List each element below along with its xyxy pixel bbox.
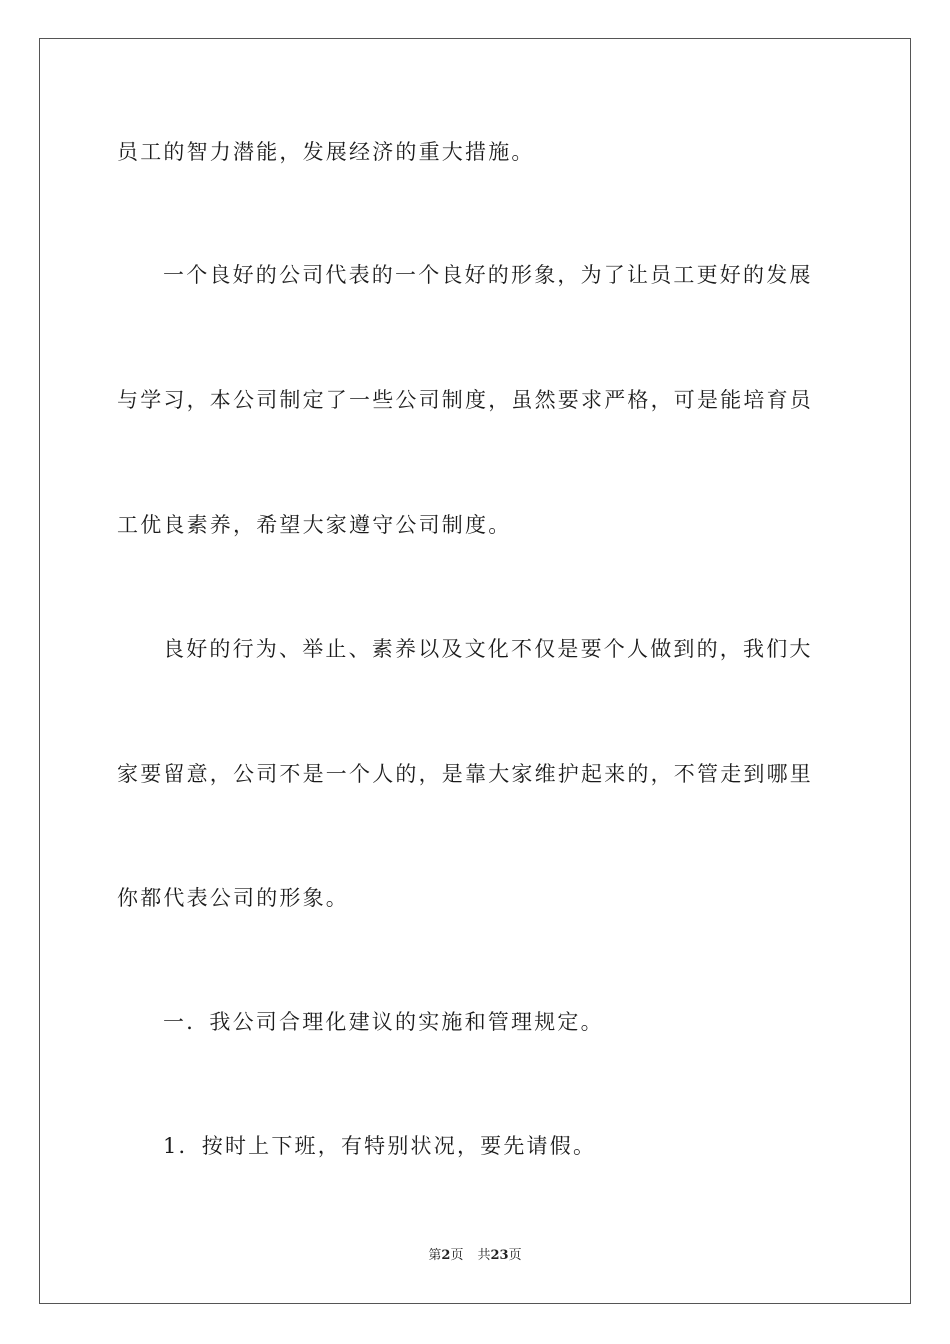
body-line-7: 你都代表公司的形象。: [117, 886, 349, 910]
page-footer: [0, 1247, 950, 1265]
body-line-1: 员工的智力潜能，发展经济的重大措施。: [117, 140, 535, 164]
footer-total-prefix: 共: [477, 1248, 491, 1263]
footer-page-prefix: 第: [428, 1248, 442, 1263]
body-line-3: 与学习，本公司制定了一些公司制度，虽然要求严格，可是能培育员: [117, 388, 813, 412]
section-heading: 一．我公司合理化建议的实施和管理规定。: [163, 1010, 604, 1034]
body-line-2: 一个良好的公司代表的一个良好的形象，为了让员工更好的发展: [163, 263, 813, 287]
body-line-6: 家要留意，公司不是一个人的，是靠大家维护起来的，不管走到哪里: [117, 762, 813, 786]
body-line-4: 工优良素养，希望大家遵守公司制度。: [117, 513, 512, 537]
footer-page-suffix: 页: [450, 1248, 464, 1263]
footer-total-pages: 23: [490, 1248, 509, 1263]
page-border: [39, 38, 911, 1304]
footer-total-suffix: 页: [508, 1248, 522, 1263]
body-line-5: 良好的行为、举止、素养以及文化不仅是要个人做到的，我们大: [163, 637, 813, 661]
footer-page-number: 2: [441, 1248, 451, 1263]
list-item-1: 1．按时上下班，有特别状况，要先请假。: [163, 1134, 597, 1158]
